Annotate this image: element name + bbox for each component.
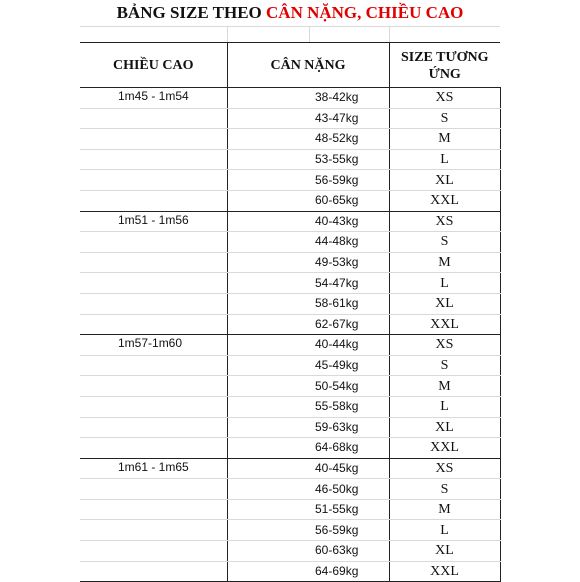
height-empty-cell	[80, 129, 227, 150]
size-cell: XXL	[389, 561, 500, 582]
size-cell: L	[389, 273, 500, 294]
weight-range-cell: 58-61kg	[309, 293, 389, 314]
weight-range-cell: 48-52kg	[309, 129, 389, 150]
blank-cell	[227, 211, 309, 232]
blank-cell	[227, 108, 309, 129]
blank-cell	[227, 314, 309, 335]
blank-cell	[227, 170, 309, 191]
height-empty-cell	[80, 108, 227, 129]
spacer-row	[80, 26, 500, 43]
weight-range-cell: 62-67kg	[309, 314, 389, 335]
blank-cell	[227, 438, 309, 459]
size-cell: XS	[389, 88, 500, 109]
title-part-2-highlight: CÂN NẶNG, CHIỀU CAO	[266, 3, 464, 22]
weight-range-cell: 45-49kg	[309, 355, 389, 376]
weight-range-cell: 54-47kg	[309, 273, 389, 294]
size-table	[80, 42, 501, 582]
size-cell: L	[389, 520, 500, 541]
table-row	[80, 273, 500, 294]
blank-cell	[227, 499, 309, 520]
table-row	[80, 335, 500, 356]
blank-cell	[227, 376, 309, 397]
height-empty-cell	[80, 293, 227, 314]
height-empty-cell	[80, 499, 227, 520]
height-range-cell: 1m45 - 1m54	[80, 88, 227, 109]
blank-cell	[227, 335, 309, 356]
size-cell: XS	[389, 458, 500, 479]
size-cell: XL	[389, 293, 500, 314]
size-cell: XXL	[389, 438, 500, 459]
blank-cell	[227, 520, 309, 541]
height-empty-cell	[80, 252, 227, 273]
weight-range-cell: 40-43kg	[309, 211, 389, 232]
size-cell: S	[389, 232, 500, 253]
size-cell: S	[389, 479, 500, 500]
blank-cell	[227, 561, 309, 582]
height-empty-cell	[80, 561, 227, 582]
weight-range-cell: 56-59kg	[309, 520, 389, 541]
table-row	[80, 438, 500, 459]
size-cell: M	[389, 499, 500, 520]
weight-range-cell: 64-69kg	[309, 561, 389, 582]
page-title	[0, 0, 580, 26]
header-size-line-1: SIZE TƯƠNG	[400, 50, 489, 65]
weight-range-cell: 51-55kg	[309, 499, 389, 520]
header-size-line-2: ỨNG	[428, 67, 461, 82]
blank-cell	[227, 149, 309, 170]
weight-range-cell: 55-58kg	[309, 396, 389, 417]
weight-range-cell: 50-54kg	[309, 376, 389, 397]
height-empty-cell	[80, 314, 227, 335]
height-empty-cell	[80, 417, 227, 438]
blank-cell	[227, 252, 309, 273]
blank-cell	[227, 88, 309, 109]
table-row	[80, 211, 500, 232]
height-empty-cell	[80, 170, 227, 191]
table-row	[80, 170, 500, 191]
table-row	[80, 314, 500, 335]
weight-range-cell: 56-59kg	[309, 170, 389, 191]
size-cell: XXL	[389, 314, 500, 335]
weight-range-cell: 53-55kg	[309, 149, 389, 170]
table-row	[80, 520, 500, 541]
blank-cell	[227, 232, 309, 253]
blank-cell	[227, 479, 309, 500]
weight-range-cell: 60-65kg	[309, 190, 389, 211]
size-cell: XS	[389, 211, 500, 232]
table-row	[80, 376, 500, 397]
weight-range-cell: 40-45kg	[309, 458, 389, 479]
table-row	[80, 252, 500, 273]
height-empty-cell	[80, 396, 227, 417]
table-row	[80, 149, 500, 170]
table-header-row	[80, 43, 500, 88]
size-cell: M	[389, 252, 500, 273]
blank-cell	[227, 458, 309, 479]
size-cell: M	[389, 376, 500, 397]
table-row	[80, 417, 500, 438]
table-row	[80, 458, 500, 479]
blank-cell	[227, 129, 309, 150]
table-row	[80, 129, 500, 150]
header-height: CHIỀU CAO	[80, 43, 227, 88]
height-range-cell: 1m61 - 1m65	[80, 458, 227, 479]
table-row	[80, 190, 500, 211]
size-cell: L	[389, 396, 500, 417]
size-cell: S	[389, 355, 500, 376]
height-empty-cell	[80, 190, 227, 211]
size-cell: L	[389, 149, 500, 170]
height-empty-cell	[80, 376, 227, 397]
blank-cell	[227, 396, 309, 417]
table-row	[80, 396, 500, 417]
height-empty-cell	[80, 479, 227, 500]
size-cell: XS	[389, 335, 500, 356]
table-row	[80, 355, 500, 376]
height-empty-cell	[80, 520, 227, 541]
height-empty-cell	[80, 438, 227, 459]
height-empty-cell	[80, 232, 227, 253]
size-cell: XL	[389, 417, 500, 438]
blank-cell	[227, 417, 309, 438]
size-cell: S	[389, 108, 500, 129]
blank-cell	[227, 541, 309, 562]
weight-range-cell: 43-47kg	[309, 108, 389, 129]
table-row	[80, 479, 500, 500]
table-body	[80, 88, 500, 582]
weight-range-cell: 60-63kg	[309, 541, 389, 562]
header-weight: CÂN NẶNG	[227, 43, 389, 88]
weight-range-cell: 59-63kg	[309, 417, 389, 438]
table-row	[80, 561, 500, 582]
weight-range-cell: 38-42kg	[309, 88, 389, 109]
blank-cell	[227, 190, 309, 211]
height-empty-cell	[80, 149, 227, 170]
height-empty-cell	[80, 541, 227, 562]
blank-cell	[227, 293, 309, 314]
height-range-cell: 1m57-1m60	[80, 335, 227, 356]
table-row	[80, 232, 500, 253]
table-row	[80, 541, 500, 562]
blank-cell	[227, 355, 309, 376]
table-row	[80, 293, 500, 314]
weight-range-cell: 40-44kg	[309, 335, 389, 356]
blank-cell	[227, 273, 309, 294]
header-size	[389, 43, 500, 88]
title-part-1: BẢNG SIZE THEO	[116, 3, 267, 22]
weight-range-cell: 46-50kg	[309, 479, 389, 500]
weight-range-cell: 44-48kg	[309, 232, 389, 253]
height-empty-cell	[80, 273, 227, 294]
size-cell: XL	[389, 541, 500, 562]
table-row	[80, 499, 500, 520]
table-row	[80, 88, 500, 109]
height-range-cell: 1m51 - 1m56	[80, 211, 227, 232]
height-empty-cell	[80, 355, 227, 376]
size-cell: M	[389, 129, 500, 150]
weight-range-cell: 49-53kg	[309, 252, 389, 273]
table-row	[80, 108, 500, 129]
size-cell: XXL	[389, 190, 500, 211]
size-cell: XL	[389, 170, 500, 191]
weight-range-cell: 64-68kg	[309, 438, 389, 459]
